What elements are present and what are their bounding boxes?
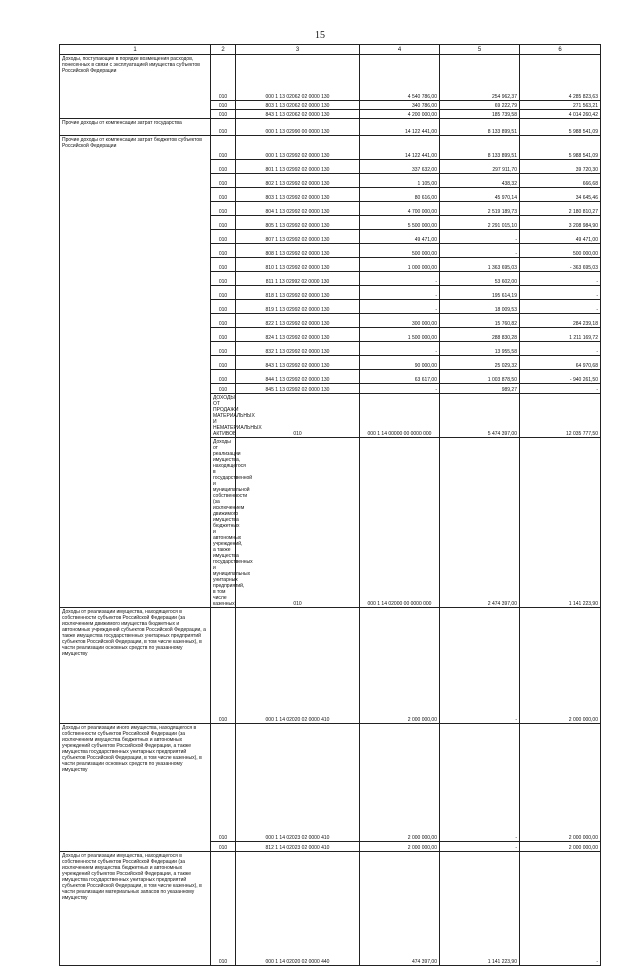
line-code: 010 (211, 188, 236, 202)
approved-amount: 5 474 397,00 (440, 394, 520, 438)
budget-classification-code: 808 1 13 02992 02 0000 130 (236, 244, 360, 258)
approved-amount: 4 700 000,00 (360, 202, 440, 216)
budget-classification-code: 812 1 14 02023 02 0000 410 (236, 842, 360, 852)
executed-amount: 288 830,28 (440, 328, 520, 342)
line-code: 010 (211, 258, 236, 272)
budget-classification-code: 000 1 13 02062 02 0000 130 (236, 55, 360, 101)
remaining-amount: 2 180 810,27 (520, 202, 601, 216)
row-description: Доходы от реализации иного имущества, находящегося в собственности субъектов Российской Федерации (за исключением имущества бюджетных и автономных учреждений субъектов Российской Федерации, а также имущества государственных унитарных предприятий субъектов Российской Федерации, в том числе казенных), в части реализации основных средств по указанному имуществу (60, 724, 211, 852)
remaining-amount: - (520, 286, 601, 300)
budget-classification-code: 803 1 13 02992 02 0000 130 (236, 188, 360, 202)
executed-amount: 45 970,14 (440, 188, 520, 202)
executed-amount: - (440, 230, 520, 244)
line-code: 010 (211, 852, 236, 966)
executed-amount: 69 222,79 (440, 101, 520, 110)
approved-amount: 1 000 000,00 (360, 258, 440, 272)
budget-classification-code: 819 1 13 02992 02 0000 130 (236, 300, 360, 314)
budget-classification-code: 000 1 13 02990 00 0000 130 (236, 119, 360, 136)
executed-amount: 1 141 223,90 (520, 438, 601, 608)
executed-amount: 25 029,32 (440, 356, 520, 370)
executed-amount: 1 363 695,03 (440, 258, 520, 272)
approved-amount: - (360, 286, 440, 300)
budget-classification-code: 843 1 13 02992 02 0000 130 (236, 356, 360, 370)
budget-classification-code: 807 1 13 02992 02 0000 130 (236, 230, 360, 244)
row-description: Доходы от реализации имущества, находящегося в государственной и муниципальной собственности (за исключением движимого имущества бюджетных и автономных учреждений, а также имущества государственных и муниципальных унитарных предприятий, в том числе казенных) (211, 438, 236, 608)
remaining-amount: - 363 695,03 (520, 258, 601, 272)
budget-classification-code: 811 1 13 02992 02 0000 130 (236, 272, 360, 286)
remaining-amount: 4 285 823,63 (520, 55, 601, 101)
budget-classification-code: 804 1 13 02992 02 0000 130 (236, 202, 360, 216)
approved-amount: 2 000 000,00 (360, 724, 440, 842)
remaining-amount: - 940 261,50 (520, 370, 601, 384)
budget-classification-code: 802 1 13 02992 02 0000 130 (236, 174, 360, 188)
row-description: ДОХОДЫ ОТ ПРОДАЖИ МАТЕРИАЛЬНЫХ И НЕМАТЕРИАЛЬНЫХ АКТИВОВ (211, 394, 236, 438)
approved-amount: 90 000,00 (360, 356, 440, 370)
approved-amount: 300 000,00 (360, 314, 440, 328)
budget-classification-code: 832 1 13 02992 02 0000 130 (236, 342, 360, 356)
budget-classification-code: 810 1 13 02992 02 0000 130 (236, 258, 360, 272)
line-code: 010 (211, 272, 236, 286)
line-code: 010 (211, 314, 236, 328)
header-row (60, 45, 601, 55)
line-code: 010 (211, 110, 236, 119)
approved-amount: - (360, 272, 440, 286)
row-description: Доходы от реализации имущества, находящегося в собственности субъектов Российской Федерации (за исключением движимого имущества бюджетных и автономных учреждений субъектов Российской Федерации, а также имущества государственных унитарных предприятий субъектов Российской Федерации, в том числе казенных), в части реализации основных средств по указанному имуществу (60, 608, 211, 724)
row-description: Прочие доходы от компенсации затрат бюджетов субъектов Российской Федерации (60, 136, 211, 608)
column-header: 1 (60, 45, 211, 55)
approved-amount: 2 474 397,00 (440, 438, 520, 608)
executed-amount: 1 003 878,50 (440, 370, 520, 384)
executed-amount: - (440, 842, 520, 852)
approved-amount: 500 000,00 (360, 244, 440, 258)
line-code: 010 (211, 119, 236, 136)
budget-classification-code: 818 1 13 02992 02 0000 130 (236, 286, 360, 300)
column-header: 5 (440, 45, 520, 55)
remaining-amount: 34 645,46 (520, 188, 601, 202)
remaining-amount: 271 563,21 (520, 101, 601, 110)
remaining-amount: 2 000 000,00 (520, 608, 601, 724)
remaining-amount: 3 208 984,90 (520, 216, 601, 230)
budget-classification-code: 822 1 13 02992 02 0000 130 (236, 314, 360, 328)
executed-amount: - (440, 244, 520, 258)
remaining-amount: 5 988 541,09 (520, 119, 601, 136)
line-code: 010 (236, 438, 360, 608)
line-code: 010 (211, 136, 236, 160)
remaining-amount: 500 000,00 (520, 244, 601, 258)
remaining-amount: 1 211 169,72 (520, 328, 601, 342)
line-code: 010 (211, 202, 236, 216)
remaining-amount: - (520, 342, 601, 356)
line-code: 010 (211, 216, 236, 230)
line-code: 010 (211, 608, 236, 724)
budget-classification-code: 000 1 13 02992 02 0000 130 (236, 136, 360, 160)
approved-amount: 14 122 441,00 (360, 136, 440, 160)
remaining-amount: 5 988 541,09 (520, 136, 601, 160)
approved-amount: 337 632,00 (360, 160, 440, 174)
approved-amount: 1 105,00 (360, 174, 440, 188)
row-description: Доходы от реализации имущества, находящегося в собственности субъектов Российской Федерации (за исключением имущества бюджетных и автономных учреждений субъектов Российской Федерации, а также имущества государственных унитарных предприятий субъектов Российской Федерации, в том числе казенных), в части реализации материальных запасов по указанному имуществу (60, 852, 211, 966)
column-header: 3 (236, 45, 360, 55)
executed-amount: 195 614,19 (440, 286, 520, 300)
budget-table (59, 44, 601, 966)
budget-classification-code: 000 1 14 02020 02 0000 440 (236, 852, 360, 966)
row-description: Доходы, поступающие в порядке возмещения расходов, понесенных в связи с эксплуатацией имущества субъектов Российской Федерации (60, 55, 211, 119)
table-row (60, 55, 601, 101)
approved-amount: 4 200 000,00 (360, 110, 440, 119)
budget-classification-code: 801 1 13 02992 02 0000 130 (236, 160, 360, 174)
table-row (60, 136, 601, 160)
executed-amount: 2 291 015,10 (440, 216, 520, 230)
budget-classification-code: 805 1 13 02992 02 0000 130 (236, 216, 360, 230)
line-code: 010 (211, 286, 236, 300)
remaining-amount: - (520, 384, 601, 394)
executed-amount: 1 141 223,90 (440, 852, 520, 966)
remaining-amount: 2 000 000,00 (520, 842, 601, 852)
line-code: 010 (211, 842, 236, 852)
approved-amount: 2 000 000,00 (360, 842, 440, 852)
table-row (60, 119, 601, 136)
remaining-amount: 64 970,68 (520, 356, 601, 370)
line-code: 010 (211, 724, 236, 842)
executed-amount: 8 133 899,51 (440, 119, 520, 136)
line-code: 010 (211, 300, 236, 314)
table-row (60, 608, 601, 724)
line-code: 010 (211, 244, 236, 258)
executed-amount: 438,32 (440, 174, 520, 188)
line-code: 010 (211, 174, 236, 188)
approved-amount: 80 616,00 (360, 188, 440, 202)
remaining-amount: 4 014 260,42 (520, 110, 601, 119)
remaining-amount: - (520, 300, 601, 314)
remaining-amount: 666,68 (520, 174, 601, 188)
budget-classification-code: 000 1 14 02000 00 0000 000 (360, 438, 440, 608)
executed-amount: 989,27 (440, 384, 520, 394)
line-code: 010 (211, 370, 236, 384)
approved-amount: - (360, 384, 440, 394)
approved-amount: - (360, 342, 440, 356)
line-code: 010 (211, 160, 236, 174)
line-code: 010 (211, 230, 236, 244)
approved-amount: 2 000 000,00 (360, 608, 440, 724)
approved-amount: 474 397,00 (360, 852, 440, 966)
budget-classification-code: 844 1 13 02992 02 0000 130 (236, 370, 360, 384)
approved-amount: 49 471,00 (360, 230, 440, 244)
remaining-amount: 2 000 000,00 (520, 724, 601, 842)
budget-classification-code: 000 1 14 02020 02 0000 410 (236, 608, 360, 724)
executed-amount: - (440, 724, 520, 842)
line-code: 010 (211, 101, 236, 110)
approved-amount: 1 500 000,00 (360, 328, 440, 342)
executed-amount: 13 955,58 (440, 342, 520, 356)
column-header: 6 (520, 45, 601, 55)
remaining-amount: - (520, 852, 601, 966)
executed-amount: 8 133 899,51 (440, 136, 520, 160)
line-code: 010 (211, 384, 236, 394)
line-code: 010 (236, 394, 360, 438)
executed-amount: 254 962,37 (440, 55, 520, 101)
remaining-amount: 49 471,00 (520, 230, 601, 244)
executed-amount: 18 009,53 (440, 300, 520, 314)
budget-classification-code: 000 1 14 00000 00 0000 000 (360, 394, 440, 438)
line-code: 010 (211, 328, 236, 342)
executed-amount: 2 519 189,73 (440, 202, 520, 216)
budget-classification-code: 845 1 13 02992 02 0000 130 (236, 384, 360, 394)
approved-amount: 5 500 000,00 (360, 216, 440, 230)
remaining-amount: - (520, 272, 601, 286)
executed-amount: 53 602,00 (440, 272, 520, 286)
row-description: Прочие доходы от компенсации затрат государства (60, 119, 211, 136)
budget-classification-code: 843 1 13 02062 02 0000 130 (236, 110, 360, 119)
column-header: 4 (360, 45, 440, 55)
table-row (60, 724, 601, 842)
executed-amount: 297 911,70 (440, 160, 520, 174)
budget-classification-code: 824 1 13 02992 02 0000 130 (236, 328, 360, 342)
remaining-amount: 284 239,18 (520, 314, 601, 328)
remaining-amount: 39 720,30 (520, 160, 601, 174)
column-header: 2 (211, 45, 236, 55)
budget-classification-code: 803 1 13 02062 02 0000 130 (236, 101, 360, 110)
approved-amount: - (360, 300, 440, 314)
page-number: 15 (315, 30, 325, 41)
approved-amount: 4 540 786,00 (360, 55, 440, 101)
budget-classification-code: 000 1 14 02023 02 0000 410 (236, 724, 360, 842)
executed-amount: 12 035 777,50 (520, 394, 601, 438)
executed-amount: - (440, 608, 520, 724)
approved-amount: 340 786,00 (360, 101, 440, 110)
executed-amount: 185 739,58 (440, 110, 520, 119)
line-code: 010 (211, 356, 236, 370)
approved-amount: 63 617,00 (360, 370, 440, 384)
table-row (60, 852, 601, 966)
approved-amount: 14 122 441,00 (360, 119, 440, 136)
line-code: 010 (211, 55, 236, 101)
line-code: 010 (211, 342, 236, 356)
executed-amount: 15 760,82 (440, 314, 520, 328)
